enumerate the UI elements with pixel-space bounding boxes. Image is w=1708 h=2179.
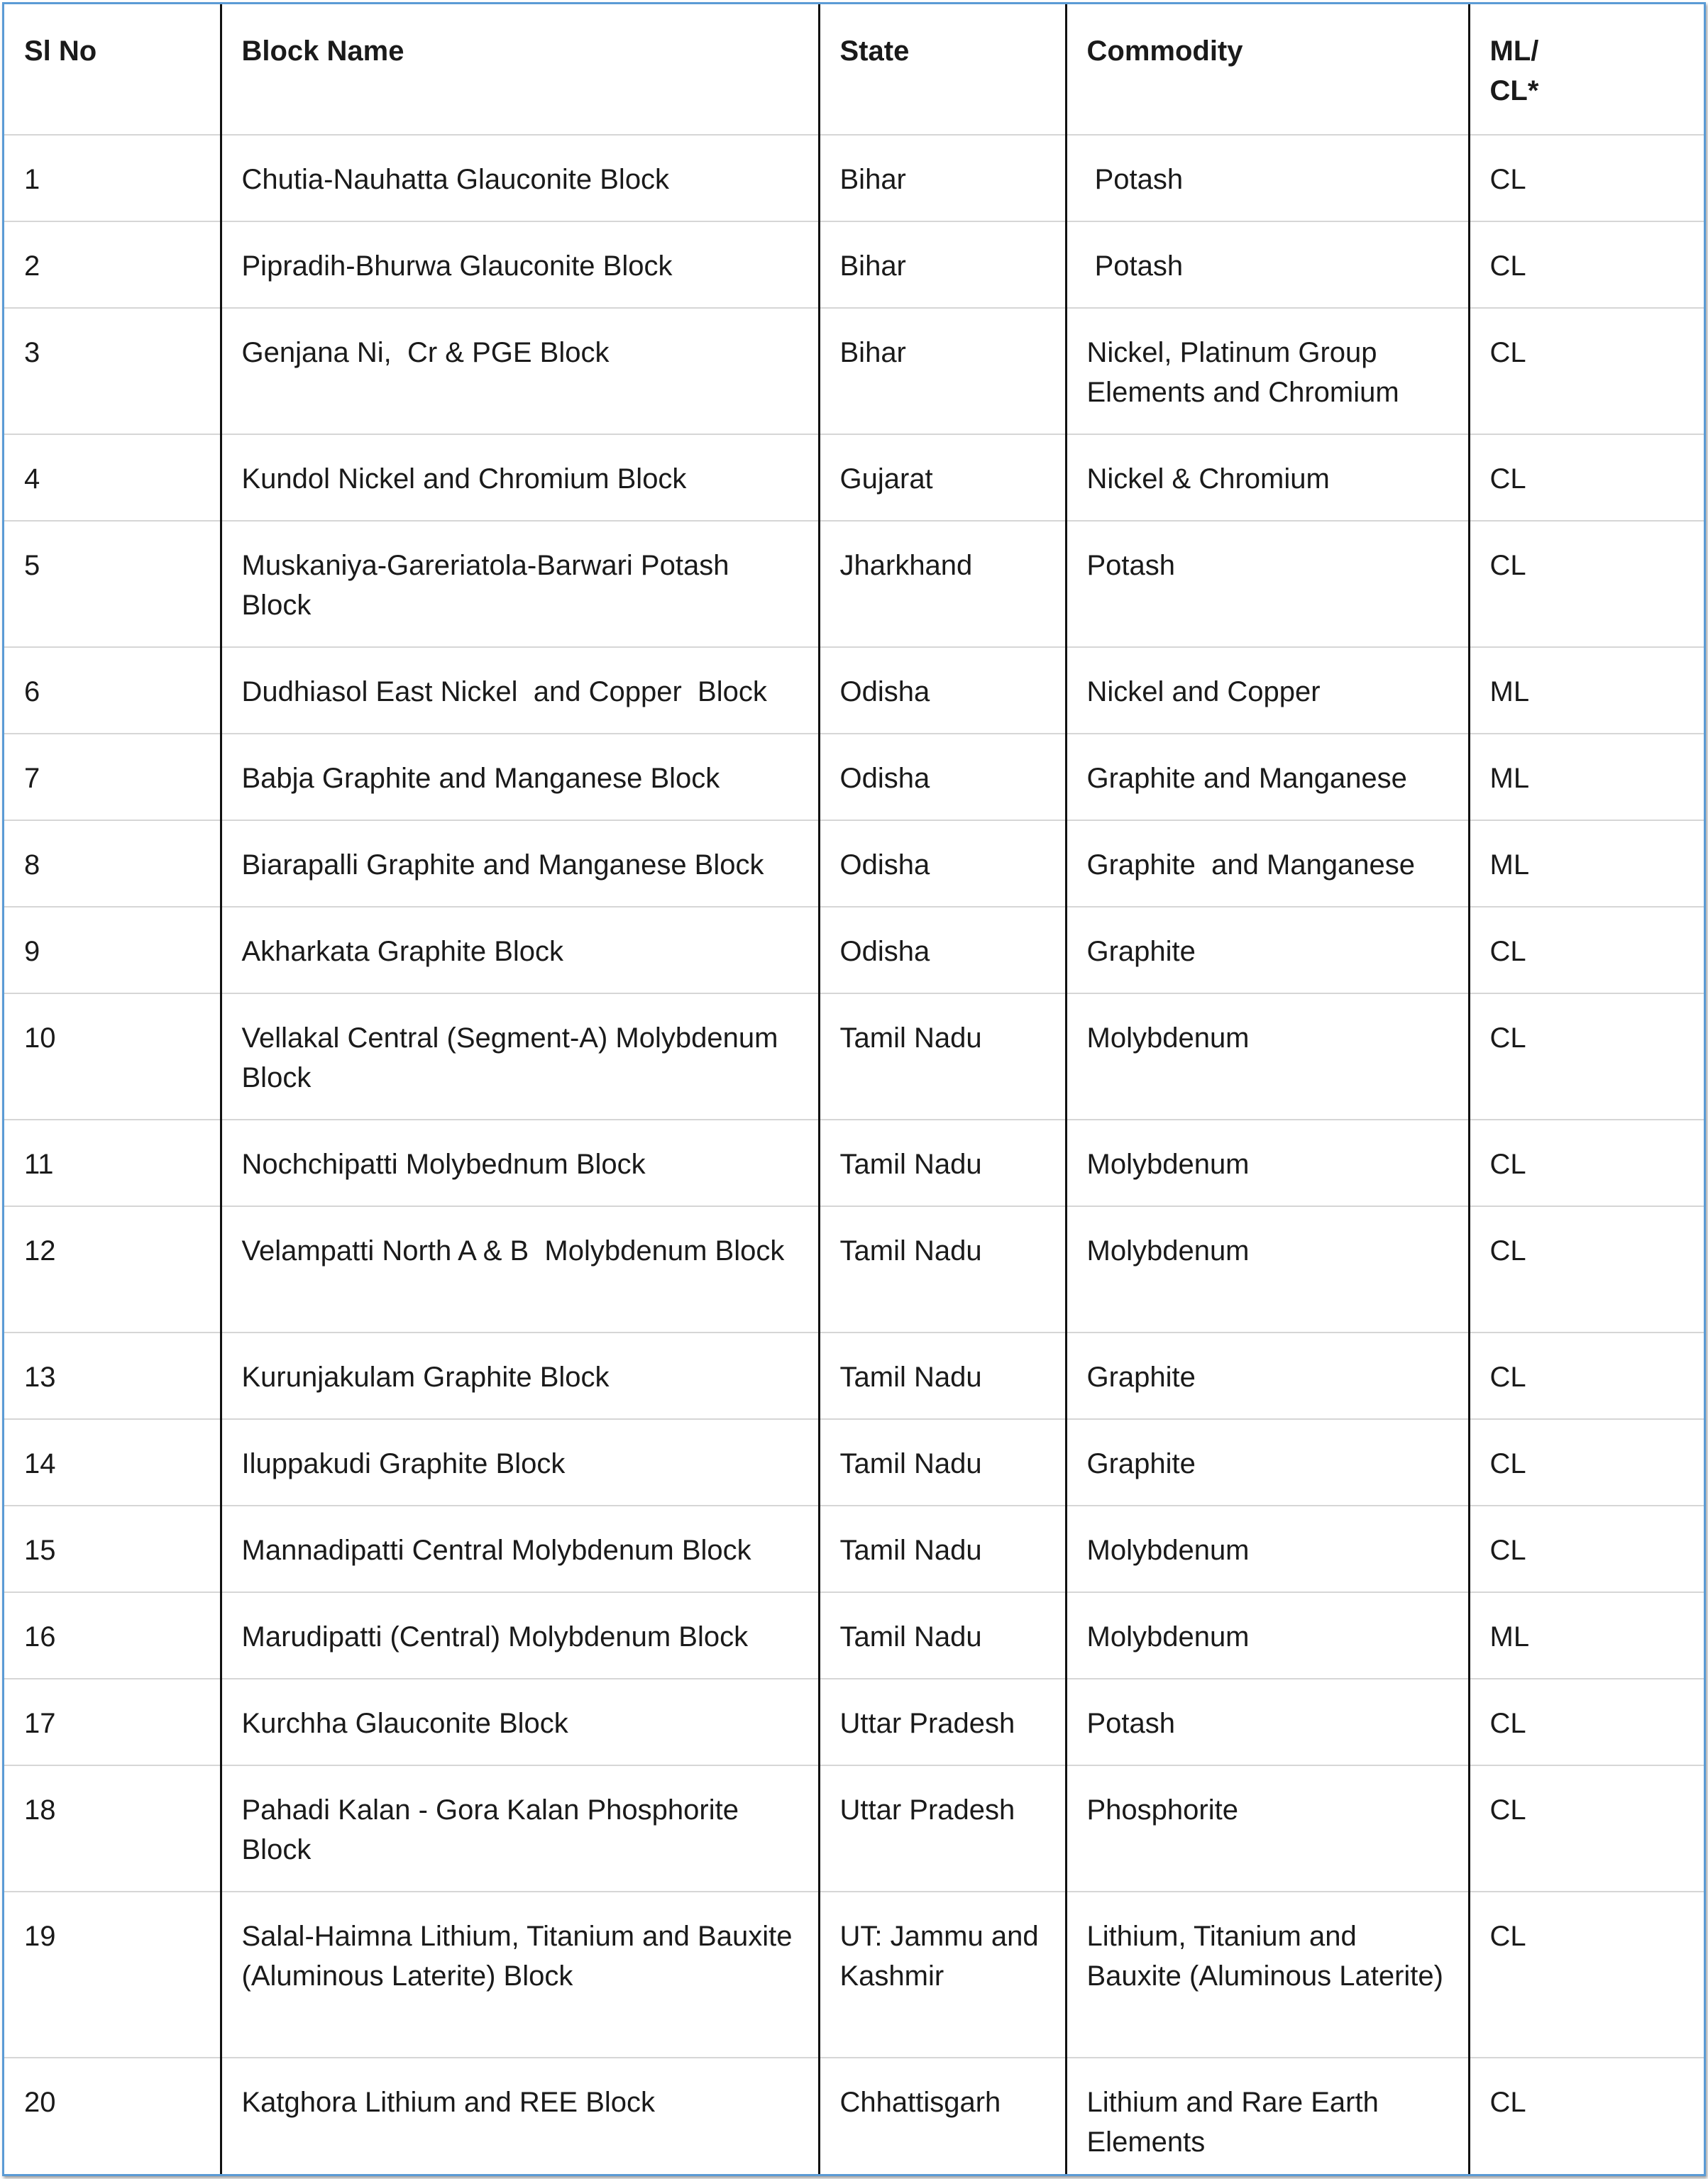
cell-block-name: Kundol Nickel and Chromium Block	[221, 434, 819, 521]
cell-ml-cl: CL	[1469, 1892, 1704, 2058]
cell-block-name: Salal-Haimna Lithium, Titanium and Bauxite (Aluminous Laterite) Block	[221, 1892, 819, 2058]
cell-state: Tamil Nadu	[819, 1506, 1066, 1592]
cell-ml-cl: CL	[1469, 521, 1704, 647]
header-commodity: Commodity	[1066, 4, 1469, 135]
cell-ml-cl: CL	[1469, 1765, 1704, 1892]
cell-block-name: Babja Graphite and Manganese Block	[221, 734, 819, 820]
table-row	[4, 1506, 1704, 1592]
cell-block-name: Pahadi Kalan - Gora Kalan Phosphorite Block	[221, 1765, 819, 1892]
table-row	[4, 1765, 1704, 1892]
cell-state: Odisha	[819, 907, 1066, 993]
cell-commodity: Molybdenum	[1066, 1206, 1469, 1333]
table-row	[4, 1892, 1704, 2058]
cell-ml-cl: ML	[1469, 734, 1704, 820]
cell-block-name: Muskaniya-Gareriatola-Barwari Potash Block	[221, 521, 819, 647]
cell-block-name: Vellakal Central (Segment-A) Molybdenum Block	[221, 993, 819, 1120]
cell-commodity: Molybdenum	[1066, 1592, 1469, 1679]
cell-state: Gujarat	[819, 434, 1066, 521]
cell-ml-cl: CL	[1469, 1506, 1704, 1592]
cell-sl-no: 13	[4, 1333, 221, 1419]
cell-ml-cl: CL	[1469, 434, 1704, 521]
cell-block-name: Dudhiasol East Nickel and Copper Block	[221, 647, 819, 734]
cell-sl-no: 19	[4, 1892, 221, 2058]
cell-ml-cl: CL	[1469, 993, 1704, 1120]
cell-sl-no: 17	[4, 1679, 221, 1765]
cell-commodity: Graphite	[1066, 1333, 1469, 1419]
cell-sl-no: 10	[4, 993, 221, 1120]
header-row	[4, 4, 1704, 135]
blocks-table	[4, 4, 1704, 2176]
cell-sl-no: 6	[4, 647, 221, 734]
cell-block-name: Pipradih-Bhurwa Glauconite Block	[221, 221, 819, 308]
cell-ml-cl: CL	[1469, 221, 1704, 308]
cell-state: Tamil Nadu	[819, 1206, 1066, 1333]
cell-ml-cl: CL	[1469, 1206, 1704, 1333]
cell-state: Uttar Pradesh	[819, 1679, 1066, 1765]
cell-ml-cl: CL	[1469, 1419, 1704, 1506]
cell-block-name: Nochchipatti Molybednum Block	[221, 1120, 819, 1206]
cell-commodity: Molybdenum	[1066, 1120, 1469, 1206]
cell-sl-no: 1	[4, 135, 221, 221]
cell-commodity: Nickel & Chromium	[1066, 434, 1469, 521]
table-row	[4, 135, 1704, 221]
cell-ml-cl: CL	[1469, 1120, 1704, 1206]
table-row	[4, 521, 1704, 647]
cell-state: Tamil Nadu	[819, 1120, 1066, 1206]
table-row	[4, 434, 1704, 521]
table-row	[4, 993, 1704, 1120]
cell-sl-no: 20	[4, 2058, 221, 2176]
cell-sl-no: 18	[4, 1765, 221, 1892]
cell-state: Tamil Nadu	[819, 1419, 1066, 1506]
cell-block-name: Genjana Ni, Cr & PGE Block	[221, 308, 819, 434]
cell-block-name: Katghora Lithium and REE Block	[221, 2058, 819, 2176]
cell-ml-cl: CL	[1489, 2087, 1526, 2118]
cell-ml-cl: CL	[1469, 1679, 1704, 1765]
cell-state: Jharkhand	[819, 521, 1066, 647]
cell-block-name: Biarapalli Graphite and Manganese Block	[221, 820, 819, 907]
table-row	[4, 1419, 1704, 1506]
cell-ml-cl: CL	[1469, 1333, 1704, 1419]
cell-commodity: Potash	[1066, 1679, 1469, 1765]
cell-block-name: Marudipatti (Central) Molybdenum Block	[221, 1592, 819, 1679]
cell-block-name: Kurchha Glauconite Block	[221, 1679, 819, 1765]
cell-ml-cl: CL	[1469, 308, 1704, 434]
cell-commodity: Potash	[1066, 521, 1469, 647]
cell-state: Odisha	[819, 820, 1066, 907]
cell-state: Bihar	[819, 221, 1066, 308]
cell-commodity: Molybdenum	[1066, 993, 1469, 1120]
table-row	[4, 1679, 1704, 1765]
cell-commodity: Molybdenum	[1066, 1506, 1469, 1592]
cell-ml-cl: CL	[1469, 907, 1704, 993]
cell-sl-no: 7	[4, 734, 221, 820]
cell-ml-cl: CL	[1469, 135, 1704, 221]
cell-sl-no: 3	[4, 308, 221, 434]
cell-commodity: Potash	[1066, 221, 1469, 308]
cell-sl-no: 5	[4, 521, 221, 647]
cell-commodity: Lithium, Titanium and Bauxite (Aluminous Laterite)	[1066, 1892, 1469, 2058]
cell-commodity: Nickel and Copper	[1066, 647, 1469, 734]
cell-block-name: Kurunjakulam Graphite Block	[221, 1333, 819, 1419]
table-row	[4, 1120, 1704, 1206]
cell-state: Tamil Nadu	[819, 1333, 1066, 1419]
table-row	[4, 907, 1704, 993]
table-row	[4, 221, 1704, 308]
cell-commodity: Lithium and Rare Earth Elements	[1066, 2058, 1469, 2176]
cell-sl-no: 16	[4, 1592, 221, 1679]
cell-block-name: Akharkata Graphite Block	[221, 907, 819, 993]
cell-block-name: Chutia-Nauhatta Glauconite Block	[221, 135, 819, 221]
cell-sl-no: 15	[4, 1506, 221, 1592]
header-block-name: Block Name	[221, 4, 819, 135]
table-row	[4, 820, 1704, 907]
header-ml-cl: ML/ CL*	[1469, 4, 1704, 135]
table-row	[4, 2058, 1704, 2176]
cell-state: Chhattisgarh	[819, 2058, 1066, 2176]
cell-sl-no: 9	[4, 907, 221, 993]
cell-state: UT: Jammu and Kashmir	[819, 1892, 1066, 2058]
cell-state: Uttar Pradesh	[819, 1765, 1066, 1892]
cell-state: Bihar	[819, 135, 1066, 221]
table-row	[4, 1333, 1704, 1419]
cell-block-name: Mannadipatti Central Molybdenum Block	[221, 1506, 819, 1592]
cell-commodity: Graphite	[1066, 1419, 1469, 1506]
table-row	[4, 1592, 1704, 1679]
cell-state: Odisha	[819, 647, 1066, 734]
cell-commodity: Nickel, Platinum Group Elements and Chromium	[1066, 308, 1469, 434]
cell-commodity: Graphite	[1066, 907, 1469, 993]
cell-state: Odisha	[819, 734, 1066, 820]
cell-sl-no: 8	[4, 820, 221, 907]
cell-state: Tamil Nadu	[819, 993, 1066, 1120]
cell-commodity: Potash	[1066, 135, 1469, 221]
table-row	[4, 647, 1704, 734]
cell-block-name: Velampatti North A & B Molybdenum Block	[221, 1206, 819, 1333]
cell-sl-no: 2	[4, 221, 221, 308]
cell-ml-cl: ML	[1469, 647, 1704, 734]
table-row	[4, 1206, 1704, 1333]
table-row	[4, 308, 1704, 434]
cell-block-name: Iluppakudi Graphite Block	[221, 1419, 819, 1506]
cell-ml-cl: ML	[1469, 820, 1704, 907]
header-sl-no: Sl No	[4, 4, 221, 135]
cell-state: Bihar	[819, 308, 1066, 434]
cell-sl-no: 4	[4, 434, 221, 521]
table-row	[4, 734, 1704, 820]
table-frame	[2, 2, 1706, 2176]
table-body	[4, 135, 1704, 2176]
cell-commodity: Phosphorite	[1066, 1765, 1469, 1892]
header-state: State	[819, 4, 1066, 135]
cell-sl-no: 12	[4, 1206, 221, 1333]
cell-commodity: Graphite and Manganese	[1066, 734, 1469, 820]
cell-state: Tamil Nadu	[819, 1592, 1066, 1679]
cell-commodity: Graphite and Manganese	[1066, 820, 1469, 907]
cell-sl-no: 11	[4, 1120, 221, 1206]
cell-sl-no: 14	[4, 1419, 221, 1506]
cell-ml-cl: ML	[1469, 1592, 1704, 1679]
